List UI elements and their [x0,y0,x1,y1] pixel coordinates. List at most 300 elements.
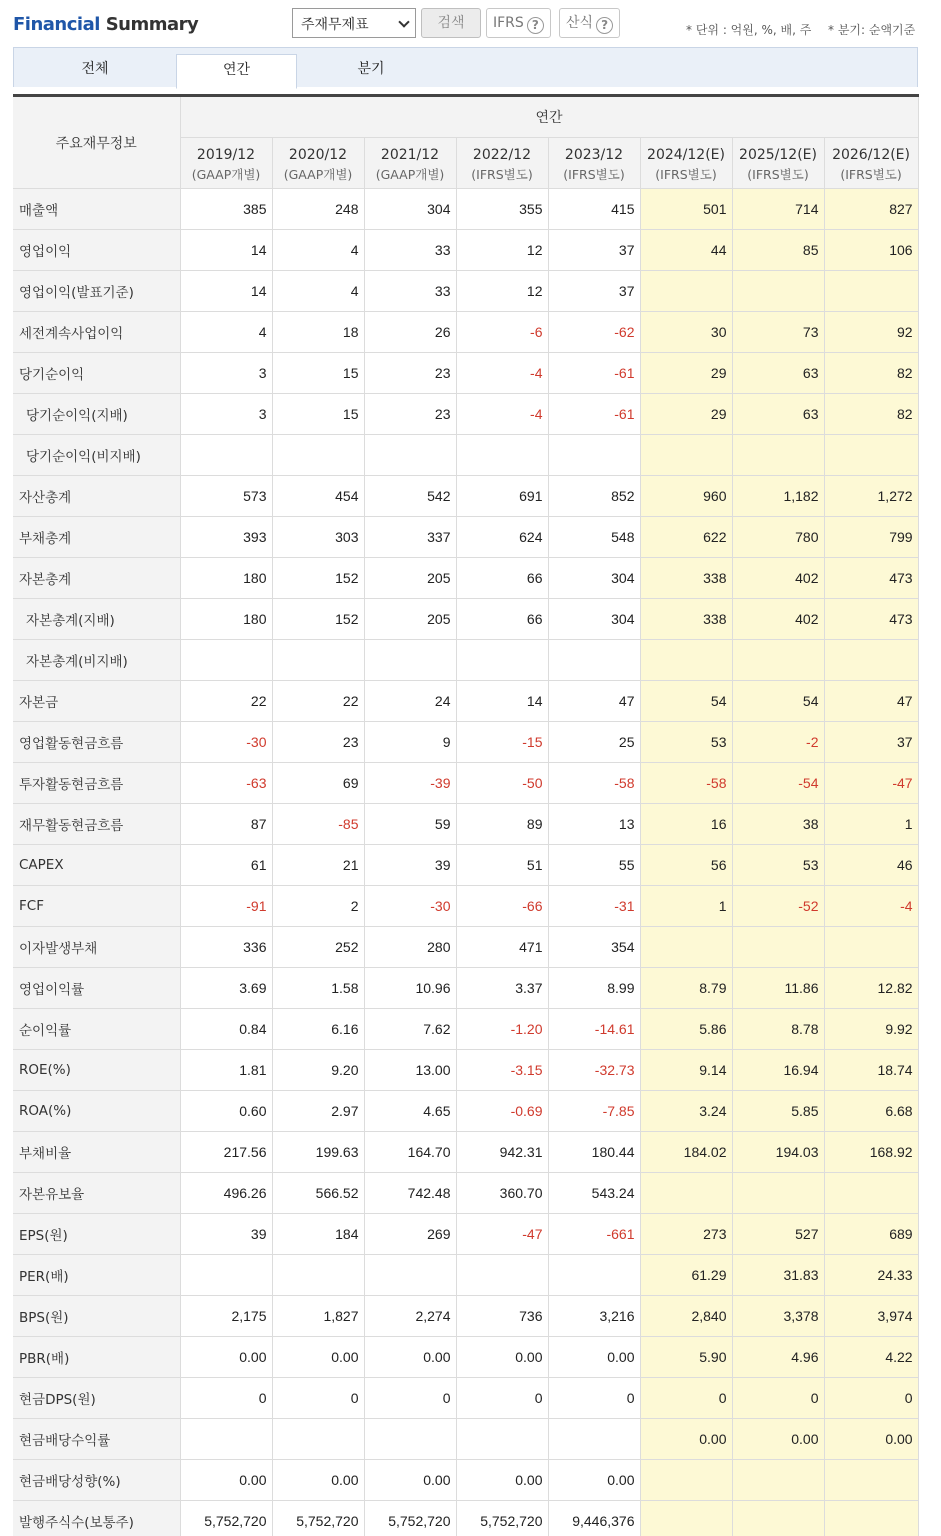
table-cell: 360.70 [456,1173,548,1214]
table-row [13,1091,918,1132]
table-cell: 66 [456,599,548,640]
table-cell: 0.00 [548,1337,640,1378]
table-cell: 402 [732,599,824,640]
table-cell: 338 [640,599,732,640]
table-row [13,1501,918,1536]
table-cell: 691 [456,476,548,517]
table-cell [824,1460,918,1501]
table-cell [732,927,824,968]
table-row [13,968,918,1009]
formula-label: 산식 [566,15,594,31]
table-cell: 5,752,720 [364,1501,456,1536]
column-header [640,138,732,189]
column-basis: (GAAP개별) [283,166,353,182]
table-cell: -3.15 [456,1050,548,1091]
page-title [13,14,198,35]
table-cell: 11.86 [732,968,824,1009]
formula-help-button[interactable] [559,8,620,38]
column-header [456,138,548,189]
table-cell [364,435,456,476]
table-row [13,1419,918,1460]
table-cell: 180.44 [548,1132,640,1173]
row-label[interactable]: ROE(%) [13,1050,180,1091]
column-group-header: 연간 [180,96,918,138]
table-cell: 1,827 [272,1296,364,1337]
table-cell: 354 [548,927,640,968]
table-cell: -52 [732,886,824,927]
table-cell: -30 [364,886,456,927]
table-cell: 5.86 [640,1009,732,1050]
table-cell: 4 [180,312,272,353]
row-label[interactable]: 영업활동현금흐름 [13,722,180,763]
row-label[interactable]: PER(배) [13,1255,180,1296]
table-cell: 0 [548,1378,640,1419]
row-label[interactable]: 매출액 [13,189,180,230]
table-cell [364,640,456,681]
table-cell: 14 [180,271,272,312]
table-cell: 5.85 [732,1091,824,1132]
table-cell: 0.60 [180,1091,272,1132]
row-label[interactable]: EPS(원) [13,1214,180,1255]
table-cell: 942.31 [456,1132,548,1173]
table-cell: 714 [732,189,824,230]
table-cell: 66 [456,558,548,599]
table-row [13,599,918,640]
column-header [180,138,272,189]
table-cell: 2,840 [640,1296,732,1337]
table-row [13,640,918,681]
table-cell: 252 [272,927,364,968]
row-label[interactable]: 영업이익 [13,230,180,271]
table-cell: 273 [640,1214,732,1255]
table-row [13,763,918,804]
table-cell: -47 [824,763,918,804]
table-cell: 9.14 [640,1050,732,1091]
table-cell [732,640,824,681]
table-cell: -85 [272,804,364,845]
question-icon: ? [596,17,613,34]
table-cell: -47 [456,1214,548,1255]
row-label[interactable]: 현금DPS(원) [13,1378,180,1419]
table-cell: 44 [640,230,732,271]
table-cell: 7.62 [364,1009,456,1050]
table-cell [272,435,364,476]
table-cell: 33 [364,230,456,271]
tab-annual[interactable]: 연간 [176,54,297,89]
column-year: 2024/12(E) [647,146,725,163]
row-label[interactable]: 자본금 [13,681,180,722]
table-cell: 5,752,720 [272,1501,364,1536]
table-cell: 6.16 [272,1009,364,1050]
question-icon: ? [527,17,544,34]
statement-type-value: 주재무제표 [301,17,369,33]
table-cell: 23 [272,722,364,763]
table-cell: 39 [180,1214,272,1255]
table-cell: 3 [180,353,272,394]
table-cell: 37 [824,722,918,763]
table-cell [640,435,732,476]
row-label[interactable]: 자본총계(비지배) [13,640,180,681]
table-cell: -1.20 [456,1009,548,1050]
table-cell: 742.48 [364,1173,456,1214]
table-cell: 0.00 [272,1460,364,1501]
table-cell: 9,446,376 [548,1501,640,1536]
column-year: 2019/12 [196,146,256,163]
table-cell: -4 [456,394,548,435]
row-label[interactable]: 당기순이익(지배) [13,394,180,435]
row-label[interactable]: 당기순이익(비지배) [13,435,180,476]
table-cell: 184.02 [640,1132,732,1173]
column-basis: (IFRS별도) [655,166,717,182]
table-cell: 73 [732,312,824,353]
table-cell [272,640,364,681]
table-cell: -31 [548,886,640,927]
table-row [13,312,918,353]
tab-all[interactable]: 전체 [81,61,109,77]
table-cell: 3,216 [548,1296,640,1337]
table-cell [364,1419,456,1460]
table-row [13,1460,918,1501]
table-cell: 194.03 [732,1132,824,1173]
table-cell: 0.00 [824,1419,918,1460]
column-basis: (IFRS별도) [840,166,902,182]
table-cell: -7.85 [548,1091,640,1132]
table-cell: 393 [180,517,272,558]
ifrs-label: IFRS [493,15,524,31]
table-cell: 0.00 [272,1337,364,1378]
table-cell: -30 [180,722,272,763]
table-cell: 0 [272,1378,364,1419]
row-label[interactable]: ROA(%) [13,1091,180,1132]
table-cell: -58 [548,763,640,804]
table-cell [640,927,732,968]
table-cell: 355 [456,189,548,230]
table-cell: 0.00 [548,1460,640,1501]
table-cell: 0 [640,1378,732,1419]
table-cell: 9.20 [272,1050,364,1091]
table-row [13,722,918,763]
table-cell: 54 [732,681,824,722]
search-button[interactable]: 검색 [421,8,481,38]
table-cell: 1.81 [180,1050,272,1091]
table-cell: 63 [732,394,824,435]
table-cell: 4.65 [364,1091,456,1132]
statement-type-select[interactable] [292,8,416,38]
table-cell [640,1173,732,1214]
table-cell: -91 [180,886,272,927]
table-cell: -4 [824,886,918,927]
column-header [548,138,640,189]
table-cell [180,640,272,681]
table-cell: 3,378 [732,1296,824,1337]
row-label[interactable]: 영업이익(발표기준) [13,271,180,312]
table-cell: 415 [548,189,640,230]
table-cell: -54 [732,763,824,804]
table-cell: 0 [456,1378,548,1419]
table-cell: 152 [272,558,364,599]
table-cell: 61.29 [640,1255,732,1296]
table-cell: 2,274 [364,1296,456,1337]
table-cell: 31.83 [732,1255,824,1296]
table-cell: 548 [548,517,640,558]
table-cell [548,435,640,476]
table-cell: 473 [824,558,918,599]
table-cell: 63 [732,353,824,394]
column-header [364,138,456,189]
table-row [13,1337,918,1378]
table-cell: 0 [732,1378,824,1419]
table-cell: 0.00 [364,1460,456,1501]
table-cell: 566.52 [272,1173,364,1214]
table-cell [824,1173,918,1214]
table-cell: 54 [640,681,732,722]
table-cell: -61 [548,353,640,394]
table-cell: 0 [180,1378,272,1419]
row-label[interactable]: 발행주식수(보통주) [13,1501,180,1536]
table-cell [732,271,824,312]
row-label[interactable]: PBR(배) [13,1337,180,1378]
column-year: 2021/12 [380,146,440,163]
table-row [13,804,918,845]
page-title-part2: Summary [105,14,199,35]
column-basis: (IFRS별도) [471,166,533,182]
unit-note: * 단위 : 억원, %, 배, 주 [686,23,812,37]
table-cell: 8.99 [548,968,640,1009]
table-cell: 23 [364,394,456,435]
table-cell: -50 [456,763,548,804]
row-label[interactable]: 현금배당성향(%) [13,1460,180,1501]
table-cell: 10.96 [364,968,456,1009]
table-cell: 799 [824,517,918,558]
table-cell [640,271,732,312]
column-basis: (GAAP개별) [375,166,445,182]
table-cell: 473 [824,599,918,640]
row-label[interactable]: 투자활동현금흐름 [13,763,180,804]
table-cell [824,927,918,968]
table-cell [180,1255,272,1296]
table-cell: 280 [364,927,456,968]
table-row [13,1255,918,1296]
table-cell [548,1255,640,1296]
table-cell: -6 [456,312,548,353]
top-bar [0,0,941,46]
table-row [13,1050,918,1091]
table-cell: 14 [180,230,272,271]
row-label[interactable]: 자산총계 [13,476,180,517]
table-cell: 0 [364,1378,456,1419]
table-cell [272,1419,364,1460]
row-label[interactable]: 부채비율 [13,1132,180,1173]
table-cell: 303 [272,517,364,558]
table-cell: 2.97 [272,1091,364,1132]
table-row [13,681,918,722]
table-cell: 5,752,720 [456,1501,548,1536]
table-cell: 61 [180,845,272,886]
financial-summary-table [13,94,919,1536]
table-cell: 29 [640,394,732,435]
table-row [13,927,918,968]
table-row [13,517,918,558]
table-cell: 3.24 [640,1091,732,1132]
table-cell: 8.78 [732,1009,824,1050]
column-header [272,138,364,189]
row-label[interactable]: 자본유보율 [13,1173,180,1214]
table-cell: 152 [272,599,364,640]
table-cell: 37 [548,271,640,312]
row-label[interactable]: 순이익률 [13,1009,180,1050]
table-cell: 106 [824,230,918,271]
table-cell: 22 [180,681,272,722]
table-cell: -4 [456,353,548,394]
table-cell [180,1419,272,1460]
table-row [13,476,918,517]
row-label[interactable]: 이자발생부채 [13,927,180,968]
table-row [13,845,918,886]
table-cell: 37 [548,230,640,271]
table-cell: 30 [640,312,732,353]
table-cell: 4 [272,230,364,271]
table-cell: 26 [364,312,456,353]
table-cell [456,435,548,476]
table-cell: 501 [640,189,732,230]
financial-summary-table-wrap [13,94,918,1536]
table-cell [732,1460,824,1501]
table-row [13,353,918,394]
table-cell [548,640,640,681]
table-cell: 47 [824,681,918,722]
table-cell: 689 [824,1214,918,1255]
table-cell: 0 [824,1378,918,1419]
table-cell [364,1255,456,1296]
column-header [824,138,918,189]
table-cell: 168.92 [824,1132,918,1173]
table-cell: 624 [456,517,548,558]
table-cell: 39 [364,845,456,886]
table-cell: 15 [272,394,364,435]
table-cell: 4 [272,271,364,312]
table-cell [272,1255,364,1296]
row-label[interactable]: 현금배당수익률 [13,1419,180,1460]
table-cell: 14 [456,681,548,722]
table-cell: 0.00 [364,1337,456,1378]
table-cell [548,1419,640,1460]
table-cell [456,1255,548,1296]
chevron-down-icon [398,16,409,27]
table-cell: 38 [732,804,824,845]
table-cell: 59 [364,804,456,845]
table-cell: 23 [364,353,456,394]
table-cell: -15 [456,722,548,763]
table-cell: 0.00 [456,1460,548,1501]
table-cell [824,435,918,476]
table-cell: 29 [640,353,732,394]
table-cell: 269 [364,1214,456,1255]
row-label[interactable]: CAPEX [13,845,180,886]
table-cell: 82 [824,394,918,435]
table-cell: 217.56 [180,1132,272,1173]
table-cell: 573 [180,476,272,517]
table-cell: 24.33 [824,1255,918,1296]
table-cell [456,640,548,681]
table-cell: 385 [180,189,272,230]
column-year: 2023/12 [564,146,624,163]
table-cell: 21 [272,845,364,886]
table-cell [824,640,918,681]
table-cell: 16.94 [732,1050,824,1091]
table-cell: 8.79 [640,968,732,1009]
table-cell [824,271,918,312]
table-cell: 960 [640,476,732,517]
table-cell: 454 [272,476,364,517]
table-cell: 1,182 [732,476,824,517]
row-label[interactable]: 부채총계 [13,517,180,558]
table-cell: 18 [272,312,364,353]
row-label[interactable]: 당기순이익 [13,353,180,394]
table-cell: -39 [364,763,456,804]
table-cell: 3.37 [456,968,548,1009]
row-label[interactable]: 영업이익률 [13,968,180,1009]
table-row [13,1132,918,1173]
table-cell: 25 [548,722,640,763]
table-cell: 736 [456,1296,548,1337]
table-cell: 0.84 [180,1009,272,1050]
table-cell [456,1419,548,1460]
row-label[interactable]: 자본총계(지배) [13,599,180,640]
table-cell: 2 [272,886,364,927]
table-cell: 205 [364,558,456,599]
table-row [13,189,918,230]
table-cell: 13 [548,804,640,845]
table-cell: 205 [364,599,456,640]
table-cell: 248 [272,189,364,230]
row-label[interactable]: 재무활동현금흐름 [13,804,180,845]
table-cell: 33 [364,271,456,312]
table-cell: 496.26 [180,1173,272,1214]
table-cell: 337 [364,517,456,558]
table-cell: 12 [456,271,548,312]
row-label[interactable]: 세전계속사업이익 [13,312,180,353]
table-cell: 0.00 [180,1337,272,1378]
table-cell: 402 [732,558,824,599]
table-cell: 6.68 [824,1091,918,1132]
ifrs-help-button[interactable] [486,8,551,38]
row-label[interactable]: 자본총계 [13,558,180,599]
table-cell: 1,272 [824,476,918,517]
table-cell [180,435,272,476]
column-basis: (IFRS별도) [747,166,809,182]
tab-quarter[interactable]: 분기 [357,61,385,77]
table-cell: 4.22 [824,1337,918,1378]
table-cell: 184 [272,1214,364,1255]
table-cell [640,1460,732,1501]
table-row [13,435,918,476]
table-cell: 527 [732,1214,824,1255]
column-header [732,138,824,189]
table-cell: 16 [640,804,732,845]
table-cell: 852 [548,476,640,517]
row-label[interactable]: BPS(원) [13,1296,180,1337]
table-cell [732,435,824,476]
period-tabs [13,47,918,87]
table-cell: 1 [640,886,732,927]
table-cell: 0.00 [180,1460,272,1501]
table-cell: -14.61 [548,1009,640,1050]
table-cell: 2,175 [180,1296,272,1337]
row-label[interactable]: FCF [13,886,180,927]
table-row [13,271,918,312]
table-cell: 1 [824,804,918,845]
table-cell: 12 [456,230,548,271]
